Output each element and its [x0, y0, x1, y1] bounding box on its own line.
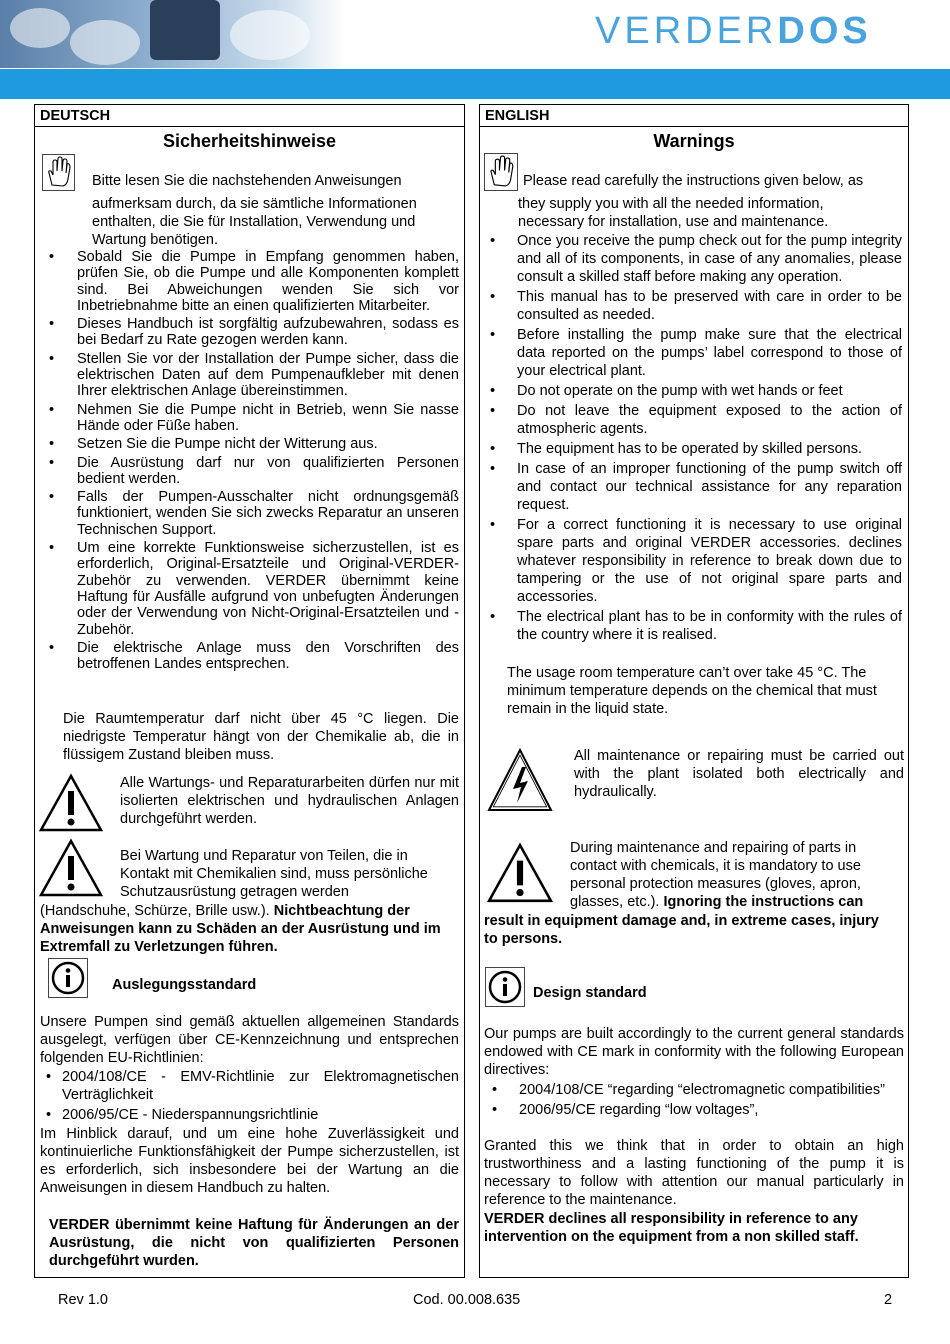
list-item: • Dieses Handbuch ist sorgfältig aufzubewahren, sodass es bei Bedarf zu Rate gezogen werden kann.: [37, 316, 459, 349]
section-title: Warnings: [653, 131, 735, 151]
list-item: • Die elektrische Anlage muss den Vorschriften des betroffenen Landes entsprechen.: [37, 640, 459, 673]
list-item: • Stellen Sie vor der Installation der Pumpe sicher, dass die elektrischen Daten auf dem Pumpenaufkleber mit denen Ihrer elektrischen Anlage übereinstimmen.: [37, 351, 459, 400]
list-item: • Setzen Sie die Pumpe nicht der Witterung aus.: [37, 436, 459, 452]
design-standard-text: Unsere Pumpen sind gemäß aktuellen allgemeinen Standards ausgelegt, verfügen über CE-Kennzeichnung und entsprechen folgenden EU-Richtlinien:: [40, 1014, 459, 1066]
column-heading: ENGLISH: [480, 105, 908, 127]
section-title: Sicherheitshinweise: [162, 131, 337, 151]
closing-text: Im Hinblick darauf, und um eine hohe Zuverlässigkeit und kontinuierliche Funktionsfähigkeit der Pumpe sicherzustellen, ist es erforderlich, sich insbesondere bei der Wartung an die Anweisungen in diesem Handbuch zu halten.: [40, 1126, 459, 1196]
list-item: • 2004/108/CE “regarding “electromagnetic compatibilities”: [484, 1081, 904, 1099]
design-standard-text: Our pumps are built accordingly to the current general standards endowed with CE mark in conformity with the following European directives:: [484, 1026, 904, 1078]
footer-page-number: 2: [884, 1292, 893, 1308]
safety-list: [482, 232, 902, 646]
warning-chemicals-continued: (Handschuhe, Schürze, Brille usw.). Nichtbeachtung der Anweisungen kann zu Schäden an der Ausrüstung und im Extremfall zu Verletzungen führen.: [40, 903, 441, 955]
directive-list: [484, 1081, 904, 1121]
list-item: • This manual has to be preserved with care in order to be consulted as needed.: [482, 288, 902, 324]
warning-chemicals-text: Bei Wartung und Reparatur von Teilen, die in Kontakt mit Chemikalien sind, muss persönliche Schutzausrüstung getragen werden: [120, 848, 428, 900]
header-photo: [0, 0, 345, 68]
warning-icon: [486, 842, 554, 904]
electrical-hazard-icon: [486, 747, 554, 813]
list-item: • Sobald Sie die Pumpe in Empfang genommen haben, prüfen Sie, ob die Pumpe und alle Komponenten komplett sind. Bei Abweichungen wenden Sie sich vor Inbetriebnahme bitte an einen qualifizierten Mitarbeiter.: [37, 249, 459, 314]
hand-read-icon: [42, 154, 75, 191]
brand-logo: VERDERDOS: [595, 10, 872, 52]
closing-disclaimer: VERDER declines all responsibility in reference to any intervention on the equipment from a non skilled staff.: [484, 1211, 859, 1245]
intro-text: they supply you with all the needed information, necessary for installation, use and maintenance.: [518, 196, 829, 230]
directive-list: [40, 1068, 459, 1126]
intro-text: aufmerksam durch, da sie sämtliche Informationen enthalten, die Sie für Installation, Verwendung und Wartung benötigen.: [92, 196, 417, 248]
temperature-note: The usage room temperature can’t over take 45 °C. The minimum temperature depends on the chemical that must remain in the liquid state.: [507, 665, 877, 717]
list-item: • Before installing the pump make sure that the electrical data reported on the pumps’ label correspond to those of your electrical plant.: [482, 326, 902, 380]
list-item: • Falls der Pumpen-Ausschalter nicht ordnungsgemäß funktioniert, wenden Sie sich zwecks Reparatur an unseren Technischen Support.: [37, 489, 459, 538]
list-item: • Nehmen Sie die Pumpe nicht in Betrieb, wenn Sie nasse Hände oder Füße haben.: [37, 402, 459, 435]
intro-first-line: Bitte lesen Sie die nachstehenden Anweisungen: [92, 173, 402, 189]
warning-chemicals-text: During maintenance and repairing of parts in contact with chemicals, it is mandatory to use personal protection measures (gloves, apron, glasses, etc.). Ignoring the instructions can: [570, 840, 864, 910]
list-item: • 2006/95/CE regarding “low voltages”,: [484, 1101, 904, 1119]
design-standard-title: Auslegungsstandard: [112, 977, 257, 993]
list-item: • Um eine korrekte Funktionsweise sicherzustellen, ist es erforderlich, Original-Ersatzteile und Original-VERDER-Zubehör zu verwenden. VERDER übernimmt keine Haftung für Ausfälle aufgrund von unbefugten Änderungen oder der Verwendung von Nicht-Original-Ersatzteilen und -Zubehör.: [37, 540, 459, 638]
list-item: • 2004/108/CE - EMV-Richtlinie zur Elektromagnetischen Verträglichkeit: [40, 1068, 459, 1104]
intro-first-line: Please read carefully the instructions given below, as: [523, 173, 864, 189]
column-heading: DEUTSCH: [35, 105, 464, 127]
column-english: [479, 104, 909, 1278]
list-item: • The electrical plant has to be in conformity with the rules of the country where it is realised.: [482, 608, 902, 644]
list-item: • The equipment has to be operated by skilled persons.: [482, 440, 902, 458]
list-item: • Die Ausrüstung darf nur von qualifizierten Personen bedient werden.: [37, 455, 459, 488]
list-item: • In case of an improper functioning of the pump switch off and contact our technical assistance for any reparation request.: [482, 460, 902, 514]
footer-code: Cod. 00.008.635: [413, 1292, 521, 1308]
warning-maintenance-text: All maintenance or repairing must be carried out with the plant isolated both electrically and hydraulically.: [574, 748, 904, 800]
list-item: • Do not leave the equipment exposed to the action of atmospheric agents.: [482, 402, 902, 438]
warning-icon: [38, 838, 104, 898]
footer-revision: Rev 1.0: [58, 1292, 108, 1308]
column-deutsch: [34, 104, 465, 1278]
warning-consequence-text: Nichtbeachtung der Anweisungen kann zu Schäden an der Ausrüstung und im Extremfall zu Verletzungen führen.: [40, 903, 441, 955]
design-standard-title: Design standard: [533, 985, 647, 1001]
list-item: • Once you receive the pump check out for the pump integrity and all of its components, in case of any anomalies, please consult a skilled staff before making any operation.: [482, 232, 902, 286]
temperature-note: Die Raumtemperatur darf nicht über 45 °C liegen. Die niedrigste Temperatur hängt von der Chemikalie ab, die in flüssigem Zustand bleiben muss.: [63, 711, 459, 763]
hand-read-icon: [484, 153, 518, 191]
warning-consequence-start: Ignoring the instructions can: [663, 894, 864, 910]
safety-list: [37, 249, 459, 674]
list-item: • For a correct functioning it is necessary to use original spare parts and original VERDER accessories. declines whatever responsibility in reference to break down due to tampering or the use of not original spare parts and accessories.: [482, 516, 902, 606]
info-icon: [48, 958, 88, 998]
closing-text: Granted this we think that in order to obtain an high trustworthiness and a lasting functioning of the pump it is necessary to follow with attention our manual particularly in reference to the maintenance.: [484, 1138, 904, 1208]
warning-consequence-text: result in equipment damage and, in extreme cases, injury to persons.: [484, 913, 879, 947]
header-band: [0, 69, 950, 99]
warning-maintenance-text: Alle Wartungs- und Reparaturarbeiten dürfen nur mit isolierten elektrischen und hydraulischen Anlagen durchgeführt werden.: [120, 775, 459, 827]
list-item: • 2006/95/CE - Niederspannungsrichtlinie: [40, 1106, 459, 1124]
info-icon: [485, 967, 525, 1007]
list-item: • Do not operate on the pump with wet hands or feet: [482, 382, 902, 400]
warning-icon: [38, 773, 104, 833]
closing-disclaimer: VERDER übernimmt keine Haftung für Änderungen an der Ausrüstung, die nicht von qualifizierten Personen durchgeführt wurden.: [49, 1217, 459, 1269]
